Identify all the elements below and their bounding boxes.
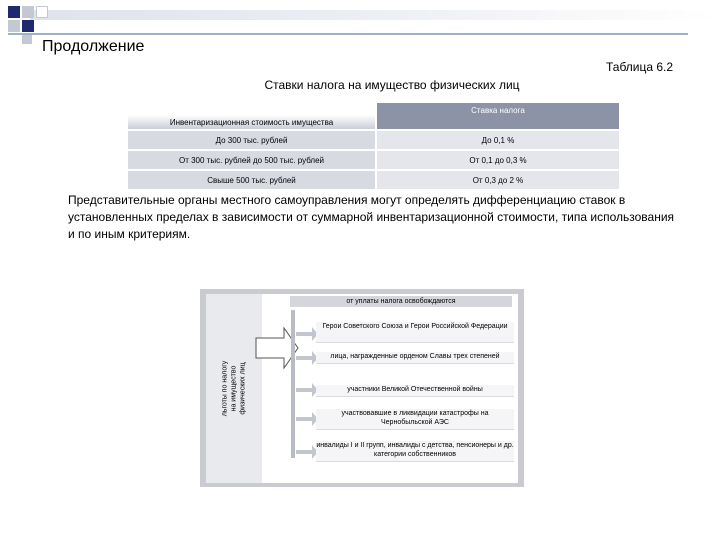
branch-arrow-icon	[296, 383, 318, 397]
decor-square-4	[8, 20, 20, 32]
table-cell: От 0,3 до 2 %	[377, 171, 619, 189]
page-title: Продолжение	[42, 38, 145, 55]
body-paragraph: Представительные органы местного самоуправления могут определять дифференциацию ставок в установленных пределах в зависимости от суммарной инвентаризационной стоимости, типа использования и по иным критериям.	[68, 193, 675, 241]
decor-square-2	[22, 6, 34, 18]
table-cell: До 300 тыс. рублей	[128, 131, 375, 149]
table-title: Ставки налога на имущество физических лиц	[264, 78, 520, 92]
side-label-text: льготы по налогу на имущество физических лиц	[221, 360, 247, 417]
table-cell: От 300 тыс. рублей до 500 тыс. рублей	[128, 151, 375, 169]
diagram-top-label: от уплаты налога освобождаются	[290, 296, 512, 307]
table-number: Таблица 6.2	[606, 60, 674, 74]
branch-arrow-icon	[296, 327, 318, 341]
branch-arrow-icon	[296, 445, 318, 459]
decor-square-5	[22, 20, 34, 32]
column-header: Ставка налога	[377, 103, 619, 129]
table-row	[128, 131, 619, 149]
tax-rate-table	[128, 103, 619, 191]
header-decor-bar	[30, 10, 720, 20]
exemption-item: участвовавшие в ликвидации катастрофы на Чернобыльской АЭС	[316, 409, 514, 430]
decor-square-6	[22, 34, 32, 44]
decor-square-3	[36, 6, 48, 18]
table-row	[128, 151, 619, 169]
diagram-connector	[291, 310, 295, 458]
table-cell: До 0,1 %	[377, 131, 619, 149]
exemption-item: инвалиды I и II групп, инвалиды с детства, пенсионеры и др. категории собственников	[316, 441, 514, 462]
decor-square-1	[8, 6, 20, 18]
exemption-item: участники Великой Отечественной войны	[316, 385, 514, 397]
table-header-row	[128, 103, 619, 129]
branch-arrow-icon	[296, 351, 318, 365]
header-rule	[8, 33, 688, 35]
table-cell: Свыше 500 тыс. рублей	[128, 171, 375, 189]
exemption-item: Герои Советского Союза и Герои Российской Федерации	[316, 322, 514, 343]
column-header: Инвентаризационная стоимость имущества	[128, 103, 375, 129]
branch-arrow-icon	[296, 412, 318, 426]
table-row	[128, 171, 619, 189]
exemption-item: лица, награжденные орденом Славы трех степеней	[316, 352, 514, 364]
table-cell: От 0,1 до 0,3 %	[377, 151, 619, 169]
